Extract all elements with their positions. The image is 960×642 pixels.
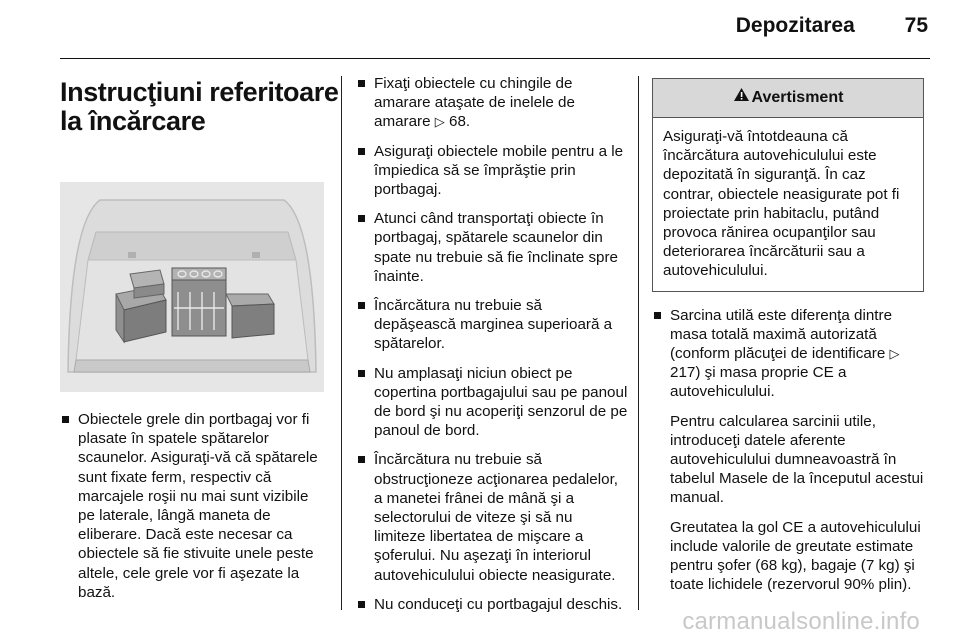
warning-text: Asiguraţi-vă întotdeauna că încărcătura autovehiculului este depozitată în siguranţă. În caz contrar, obiectele neasigurate pot fi proiectate prin habitaclu, putând provoca rănirea ocupanţilor sau deteriorarea încărcăturii sau a autovehiculului. [663, 128, 900, 280]
page-ref[interactable]: 68. [449, 113, 471, 131]
section-title: Depozitarea [735, 14, 855, 37]
page-title: Instrucţiuni referitoare la încărcare [60, 77, 339, 136]
warning-header [653, 79, 923, 118]
column-divider [341, 76, 342, 610]
list-item-text: Sarcina utilă este diferenţa dintre masa totală maximă autorizată (conform plăcuţei de identificare [670, 306, 893, 363]
page-number: 75 [904, 14, 928, 37]
list-item [356, 74, 628, 132]
page-ref-icon[interactable]: ▷ [889, 346, 900, 362]
column-3 [652, 78, 924, 604]
warning-title: Avertisment [751, 89, 844, 107]
warning-box [652, 78, 924, 292]
list-item: Încărcătura nu trebuie să depăşească marginea superioară a spătarelor. [356, 296, 628, 354]
watermark: carmanualsonline.info [682, 608, 920, 635]
list-item: Atunci când transportaţi obiecte în portbagaj, spătarele scaunelor din spate nu trebuie să fie înclinate spre înainte. [356, 209, 628, 286]
paragraph: Pentru calcularea sarcinii utile, introduceţi datele aferente autovehiculului dumneavoastră în tabelul Masele de la începutul acestui manual. [670, 412, 924, 507]
page-ref[interactable]: 217) şi masa proprie CE a autovehiculului. [670, 364, 847, 401]
trunk-drawing [60, 182, 324, 392]
header-divider [60, 58, 930, 59]
list-item: Asiguraţi obiectele mobile pentru a le împiedica să se împrăştie prin portbagaj. [356, 142, 628, 200]
list-item: Nu amplasaţi niciun obiect pe copertina portbagajului sau pe panoul de bord şi nu acoperiţi senzorul de pe panoul de bord. [356, 364, 628, 441]
warning-triangle-icon [733, 79, 750, 117]
column-divider [638, 76, 639, 610]
list-item-text: Fixaţi obiectele cu chingile de amarare ataşate de inelele de amarare [374, 75, 575, 131]
list-item [652, 306, 924, 402]
list-item: Nu conduceţi cu portbagajul deschis. [356, 595, 628, 614]
column-2 [356, 75, 628, 624]
page-ref-icon[interactable]: ▷ [434, 114, 445, 130]
list-item: Încărcătura nu trebuie să obstrucţioneze acţionarea pedalelor, a manetei frânei de mână şi a selectorului de viteze şi să nu limiteze libertatea de mişcare a şoferului. Nu aşezaţi în interiorul autovehiculului obiecte neasigurate. [356, 450, 628, 584]
page-header [60, 14, 928, 50]
list-item: Obiectele grele din portbagaj vor fi plasate în spatele spătarelor scaunelor. Asiguraţi-vă că spătarele sunt fixate ferm, respectiv că marcajele roşii nu mai sunt vizibile pe laterale, lângă maneta de eliberare. Dacă este necesar ca obiectele să fie stivuite unele peste altele, cele grele vor fi aşezate la bază. [60, 410, 328, 602]
trunk-illustration [60, 182, 324, 392]
paragraph: Greutatea la gol CE a autovehiculului include valorile de greutate estimate pentru şofer (68 kg), bagaje (7 kg) şi toate lichidele (rezervorul 90% plin). [670, 518, 921, 594]
column-1 [60, 77, 339, 612]
